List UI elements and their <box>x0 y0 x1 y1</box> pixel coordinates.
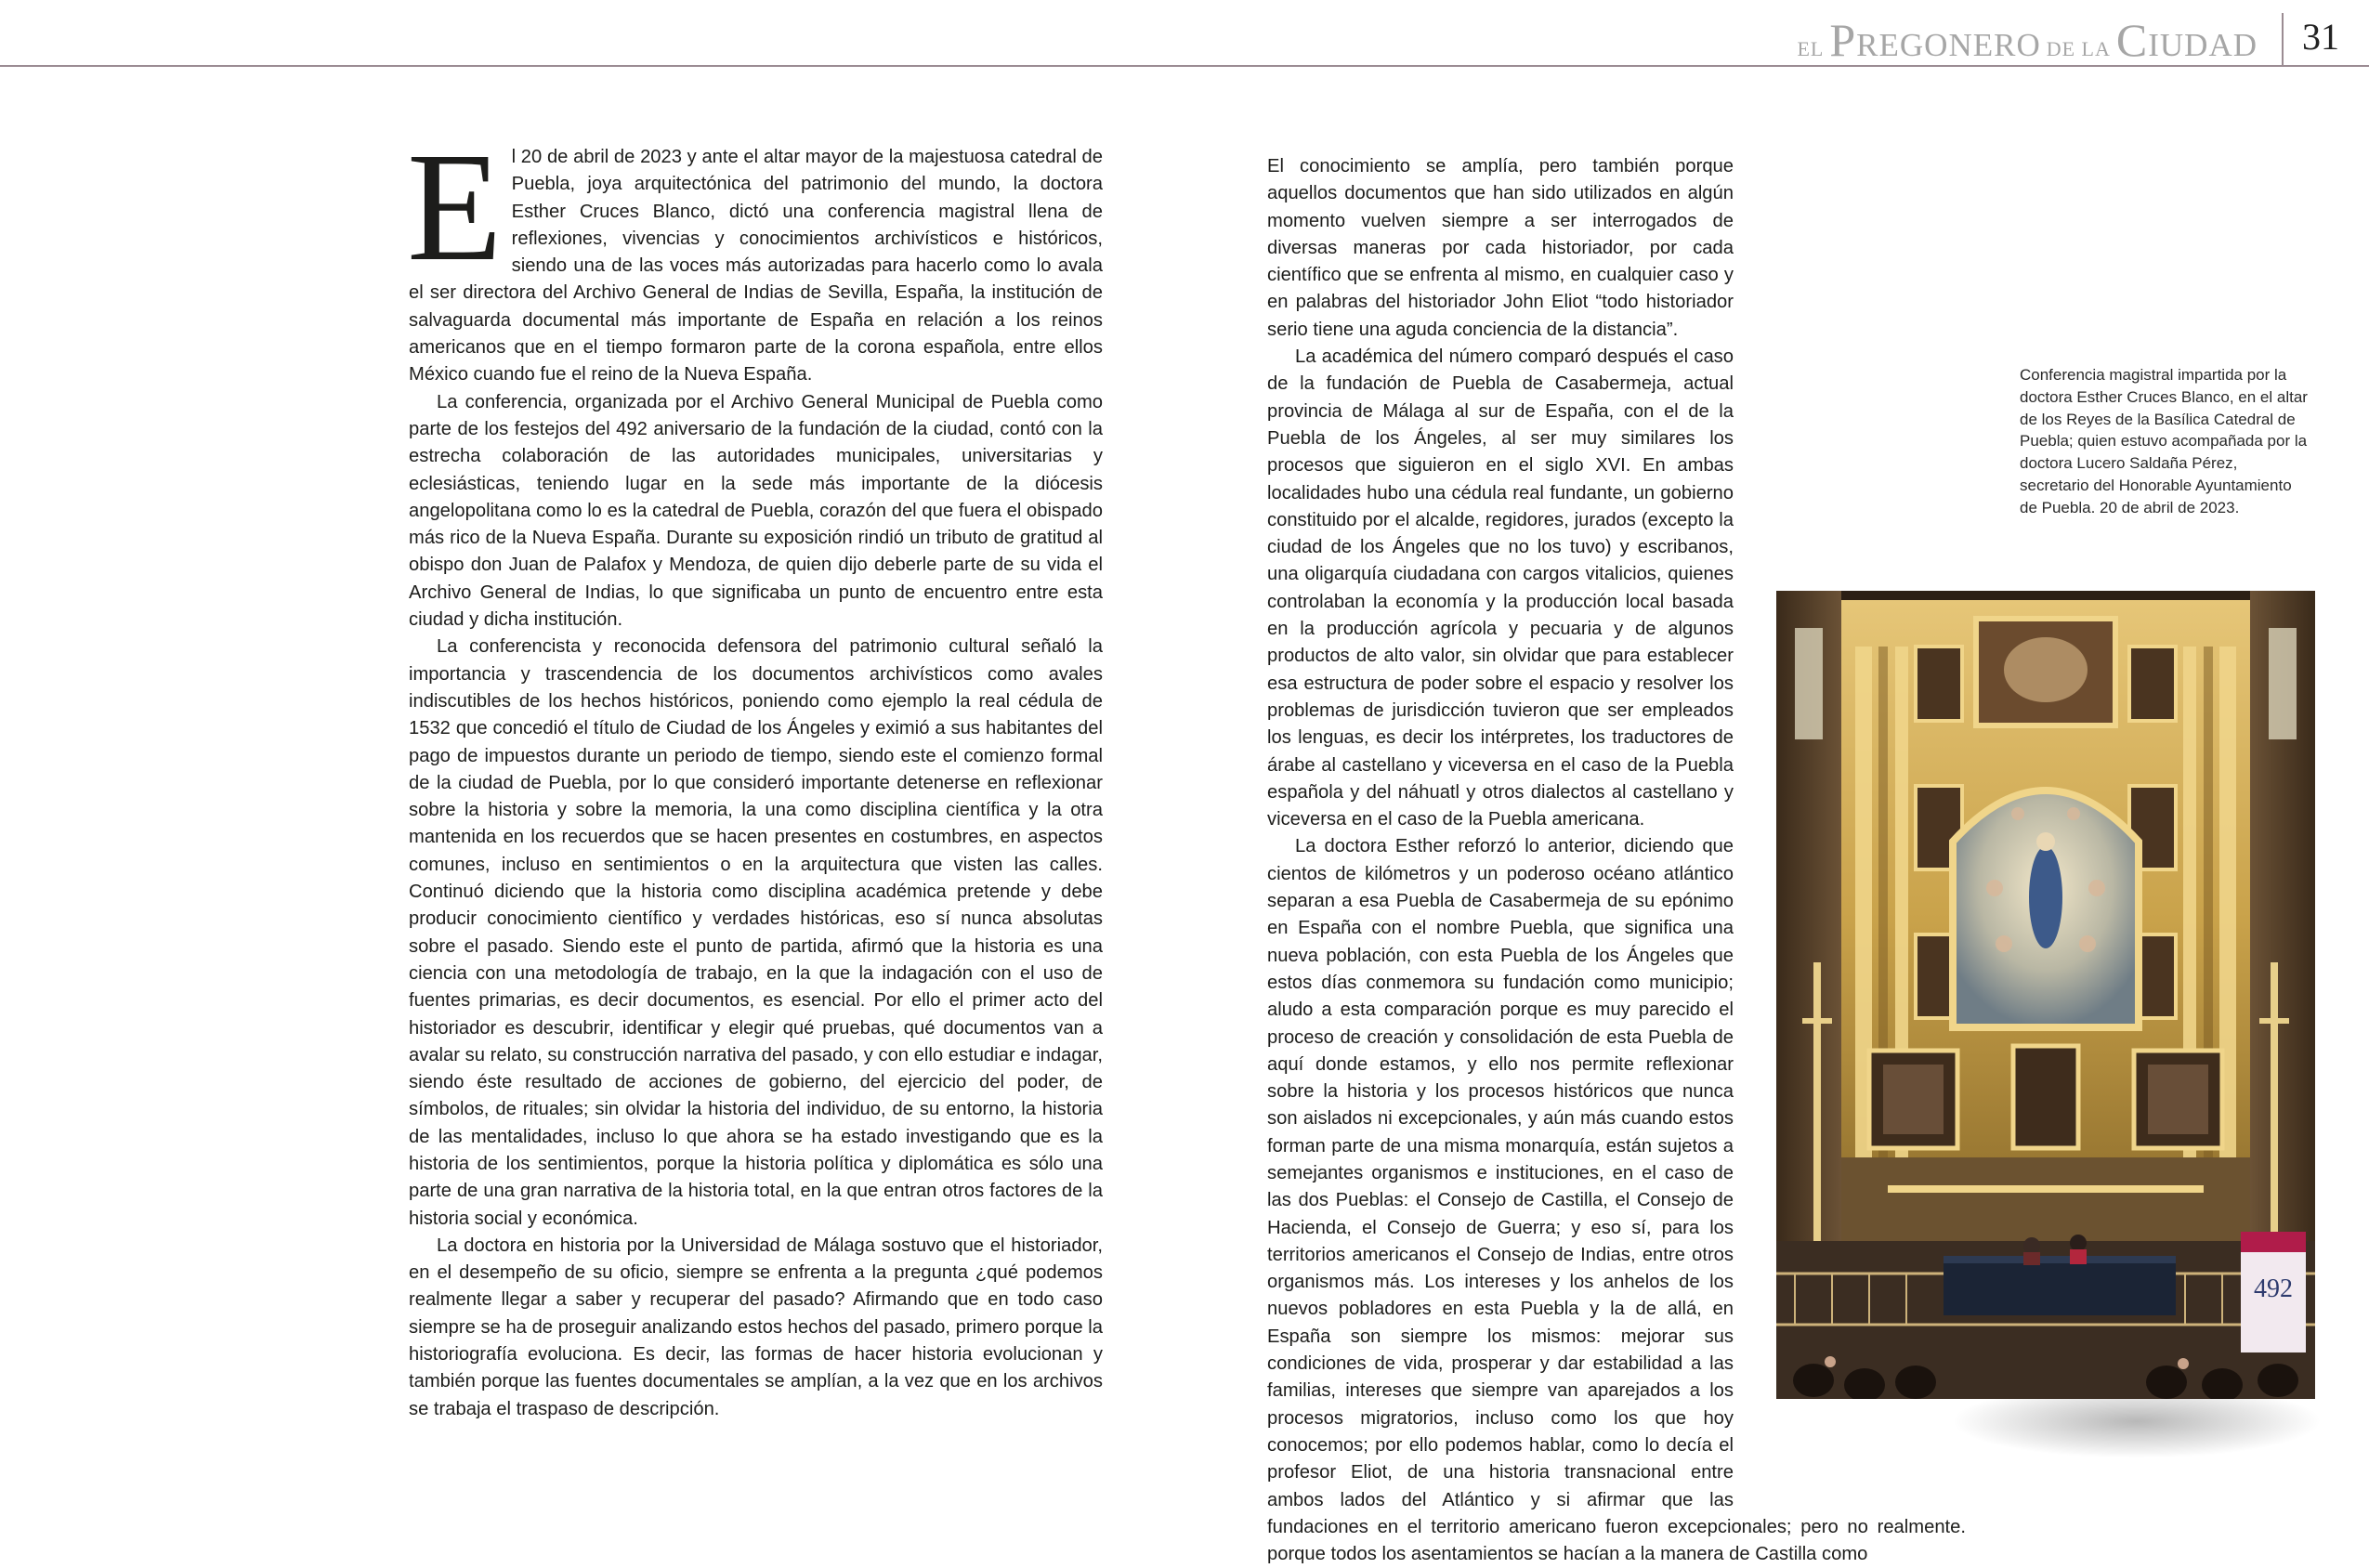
altar-illustration <box>1776 591 2315 1399</box>
article-paragraph-5: El conocimiento se amplía, pero también porque aquellos documentos que han sido utilizados en algún momento vuelven siempre a ser interrogados de diversas maneras por cada historiador, por cada científico que se enfrenta al mismo, en cualquier caso y en palabras del historiador John Eliot “todo historiador serio tiene una aguda conciencia de la distancia”. <box>1267 156 1734 340</box>
masthead-separator <box>2282 13 2284 65</box>
masthead-word2: Ciudad <box>2115 14 2258 66</box>
article-paragraph-7: La doctora Esther reforzó lo anterior, diciendo que cientos de kilómetros y un poderoso océano atlántico separan a esa Puebla de Casabermeja de su epónimo en España con el nombre Puebla, que significa una nueva población, con esta Puebla de los Ángeles que estos días conmemora su fundación como municipio; aludo a esta comparación porque es muy parecido el proceso de creación y consolidación de esta Puebla de aquí donde estamos, y ello nos permite reflexionar sobre la historia y los procesos históricos que nunca son aislados ni excepcionales, y aún más cuando estos forman parte de una misma monarquía, están sujetos a semejantes organismos e instituciones, en el caso de las dos Pueblas: el Consejo de Castilla, el Consejo de Hacienda, el Consejo de Guerra; y eso sí, para los territorios americanos el Consejo de Indias, entre otros organismos más. Los intereses y los anhelos de los nuevos pobladores en esta Puebla y la de allá, en España son siempre los mismos: mejorar sus condiciones de vida, prosperar y dar estabilidad a las familias, intereses que siempre van aparejados a los procesos migratorios, incluso como los que hoy conocemos; por ello podemos hablar, como lo decía el profesor Eliot, de una historia transnacional entre ambos lados del Atlántico y si afirmar que las fundaciones en el territorio americano fueron excepcionales; pero no realmente. porque todos los asentamientos se hacían a la manera de Castilla como <box>1267 836 1966 1565</box>
photo-caption: Conferencia magistral impartida por la doctora Esther Cruces Blanco, en el altar de los Reyes de la Basílica Catedral de Puebla; quien estuvo acompañada por la doctora Lucero Saldaña Pérez, secretario del Honorable Ayuntamiento de Puebla. 20 de abril de 2023. <box>2020 366 2308 516</box>
drop-cap: E <box>407 121 503 294</box>
masthead-de-la: DE LA <box>2046 37 2111 60</box>
article-paragraph-2: La conferencia, organizada por el Archivo General Municipal de Puebla como parte de los festejos del 492 aniversario de la fundación de la ciudad, contó con la estrecha colaboración de las autoridades municipales, universitarias y eclesiásticas, teniendo lugar en la sede más importante de la diócesis angelopolitana como lo es la catedral de Puebla, corazón del que fuera el obispado más rico de la Nueva España. Durante su exposición rindió un tributo de gratitud al obispo don Juan de Palafox y Mendoza, de quien dijo deberle parte de su vida el Archivo General de Indias, lo que significaba un punto de encuentro entre esta ciudad y dicha institución. <box>409 391 1103 631</box>
article-paragraph-1 <box>407 121 1103 389</box>
page-number: 31 <box>2302 16 2339 58</box>
article-paragraph-3: La conferencista y reconocida defensora del patrimonio cultural señaló la importancia y trascendencia de los documentos archivísticos como avales indiscutibles de los hechos históricos, poniendo como ejemplo la real cédula de 1532 que concedió el título de Ciudad de los Ángeles y eximió a sus habitantes del pago de impuestos durante un periodo de tiempo, siendo este el comienzo formal de la ciudad de Puebla, por lo que consideró importante detenerse en reflexionar sobre la historia y sobre la memoria, la una como disciplina científica y la otra mantenida en los recuerdos que se hacen presentes en costumbres, en aspectos comunes, incluso en sentimientos o en la arquitectura que visten las calles. Continuó diciendo que la historia como disciplina académica pretende y debe producir conocimiento científico y verdades históricas, eso sí nunca absolutas sobre el pasado. Siendo este el punto de partida, afirmó que la historia es una ciencia con una metodología de trabajo, en la que la indagación con el uso de fuentes primarias, es decir documentos, es esencial. Por ello el primer acto del historiador es descubrir, identificar y elegir qué pruebas, qué documentos van a avalar su relato, su construcción narrativa del pasado, y con ello estudiar e indagar, siendo éste resultado de acciones de gobierno, del ejercicio del poder, de símbolos, de rituales; sin olvidar la historia del individuo, de su entorno, la historia de las mentalidades, incluso lo que ahora se ha estado investigando que es la historia de los sentimientos, porque la historia política y diplomática es sólo una parte de una gran narrativa de la historia total, en la que entran otros factores de la historia social y económica. <box>409 636 1103 1229</box>
altar-photo <box>1776 591 2315 1399</box>
article-paragraph-4: La doctora en historia por la Universidad de Málaga sostuvo que el historiador, en el desempeño de su oficio, siempre se enfrenta a la pregunta ¿qué podemos realmente llegar a saber y recuperar del pasado? Afirmando que en todo caso siempre se ha de proseguir analizando estos hechos del pasado, primero porque la historiografía evoluciona. Es decir, las formas de hacer historia evolucionan y también porque las fuentes documentales se amplían, a la vez que en los archivos se trabaja el traspaso de descripción. <box>409 1235 1103 1419</box>
article-paragraph-1-text: l 20 de abril de 2023 y ante el altar mayor de la majestuosa catedral de Puebla, joya arquitectónica del patrimonio del mundo, la doctora Esther Cruces Blanco, dictó una conferencia magistral llena de reflexiones, vivencias y conocimientos archivísticos e históricos, siendo una de las voces más autorizadas para hacerlo como lo avala el ser directora del Archivo General de Indias de Sevilla, España, la institución de salvaguarda documental más importante de España en relación a los reinos americanos que en el tiempo formaron parte de la corona española, entre ellos México cuando fue el reino de la Nueva España. <box>409 147 1103 385</box>
masthead-word1: Pregonero <box>1829 14 2041 66</box>
masthead-el: EL <box>1797 37 1825 60</box>
banner-number: 492 <box>2254 1274 2293 1303</box>
article-paragraph-6: La académica del número comparó después el caso de la fundación de Puebla de Casabermeja, actual provincia de Málaga al sur de España, con el de la Puebla de los Ángeles, al ser muy similares los procesos que siguieron en el siglo XVI. En ambas localidades hubo una cédula real fundante, un gobierno constituido por el alcalde, regidores, jurados (excepto la ciudad de los Ángeles que no los tuvo) y escribanos, una oligarquía ciudadana con cargos vitalicios, quienes controlaban la economía y la producción local basada en la producción agrícola y pecuaria y de algunos productos de alto valor, sin olvidar que para establecer esa estructura de poder sobre el espacio y resolver los problemas de jurisdicción tuvieron que ser empleados los lenguas, es decir los intérpretes, los traductores de árabe al castellano y viceversa en el caso de la Puebla española y del náhuatl y otros dialectos al castellano y viceversa en el caso de la Puebla americana. <box>1267 346 1734 830</box>
article-left-column <box>407 121 1103 1458</box>
masthead-logo <box>1791 13 2258 66</box>
